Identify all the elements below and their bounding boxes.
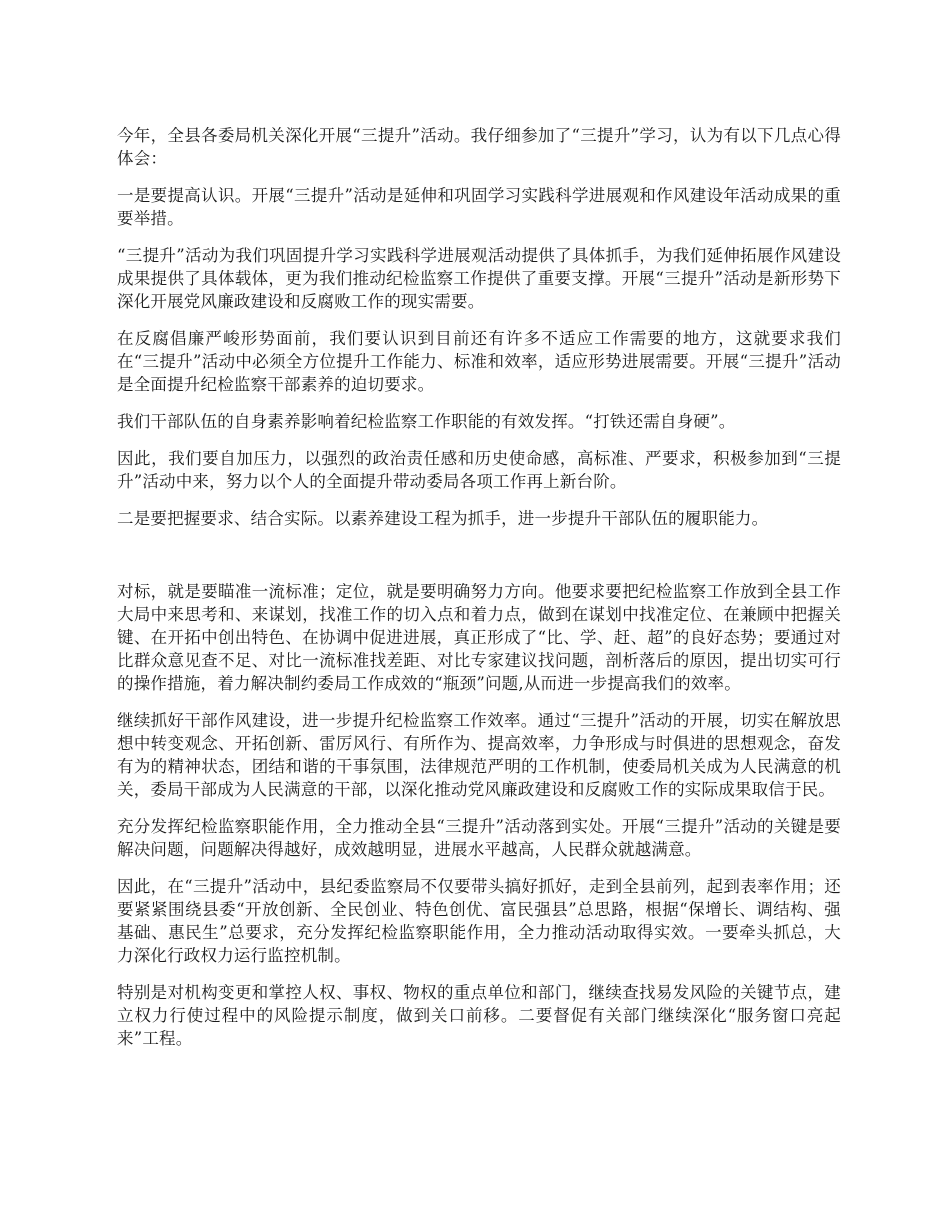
paragraph-4: 我们干部队伍的自身素养影响着纪检监察工作职能的有效发挥。“打铁还需自身硬”。 xyxy=(117,412,736,431)
paragraph-intro: 今年，全县各委局机关深化开展“三提升”活动。我仔细参加了“三提升”学习，认为有以下几点心得体会： xyxy=(117,126,841,168)
paragraph-3: 在反腐倡廉严峻形势面前，我们要认识到目前还有许多不适应工作需要的地方，这就要求我们在“三提升”活动中必须全方位提升工作能力、标准和效率，适应形势进展需要。开展“三提升”活动是全面提升纪检监察干部素养的迫切要求。 xyxy=(117,329,841,394)
paragraph-6: 二是要把握要求、结合实际。以素养建设工程为抓手，进一步提升干部队伍的履职能力。 xyxy=(117,509,769,528)
paragraph-11: 特别是对机构变更和掌控人权、事权、物权的重点单位和部门，继续查找易发风险的关键节点，建立权力行使过程中的风险提示制度，做到关口前移。二要督促有关部门继续深化“服务窗口亮起来”工程。 xyxy=(117,983,841,1048)
paragraph-10: 因此，在“三提升”活动中，县纪委监察局不仅要带头搞好抓好，走到全县前列，起到表率作用；还要紧紧围绕县委“开放创新、全民创业、特色创优、富民强县”总思路，根据“保增长、调结构、强基础、惠民生”总要求，充分发挥纪检监察职能作用，全力推动活动取得实效。一要牵头抓总，大力深化行政权力运行监控机制。 xyxy=(117,877,841,965)
paragraph-2: “三提升”活动为我们巩固提升学习实践科学进展观活动提供了具体抓手，为我们延伸拓展作风建设成果提供了具体载体，更为我们推动纪检监察工作提供了重要支撑。开展“三提升”活动是新形势下深化开展党风廉政建设和反腐败工作的现实需要。 xyxy=(117,246,841,311)
paragraph-5: 因此，我们要自加压力，以强烈的政治责任感和历史使命感，高标准、严要求，积极参加到“三提升”活动中来，努力以个人的全面提升带动委局各项工作再上新台阶。 xyxy=(117,449,841,491)
section-spacer xyxy=(117,544,841,580)
document-body xyxy=(117,124,841,1064)
paragraph-8: 继续抓好干部作风建设，进一步提升纪检监察工作效率。通过“三提升”活动的开展，切实在解放思想中转变观念、开拓创新、雷厉风行、有所作为、提高效率，力争形成与时俱进的思想观念，奋发有为的精神状态，团结和谐的干事氛围，法律规范严明的工作机制，使委局机关成为人民满意的机关，委局干部成为人民满意的干部，以深化推动党风廉政建设和反腐败工作的实际成果取信于民。 xyxy=(117,711,841,799)
paragraph-1: 一是要提高认识。开展“三提升”活动是延伸和巩固学习实践科学进展观和作风建设年活动成果的重要举措。 xyxy=(117,186,841,228)
paragraph-9: 充分发挥纪检监察职能作用，全力推动全县“三提升”活动落到实处。开展“三提升”活动的关键是要解决问题，问题解决得越好，成效越明显，进展水平越高，人民群众就越满意。 xyxy=(117,817,841,859)
paragraph-7: 对标，就是要瞄准一流标准；定位，就是要明确努力方向。他要求要把纪检监察工作放到全县工作大局中来思考和、来谋划，找准工作的切入点和着力点，做到在谋划中找准定位、在兼顾中把握关键、在开拓中创出特色、在协调中促进进展，真正形成了“比、学、赶、超”的良好态势；要通过对比群众意见查不足、对比一流标准找差距、对比专家建议找问题，剖析落后的原因，提出切实可行的操作措施，着力解决制约委局工作成效的“瓶颈”问题,从而进一步提高我们的效率。 xyxy=(117,582,841,693)
